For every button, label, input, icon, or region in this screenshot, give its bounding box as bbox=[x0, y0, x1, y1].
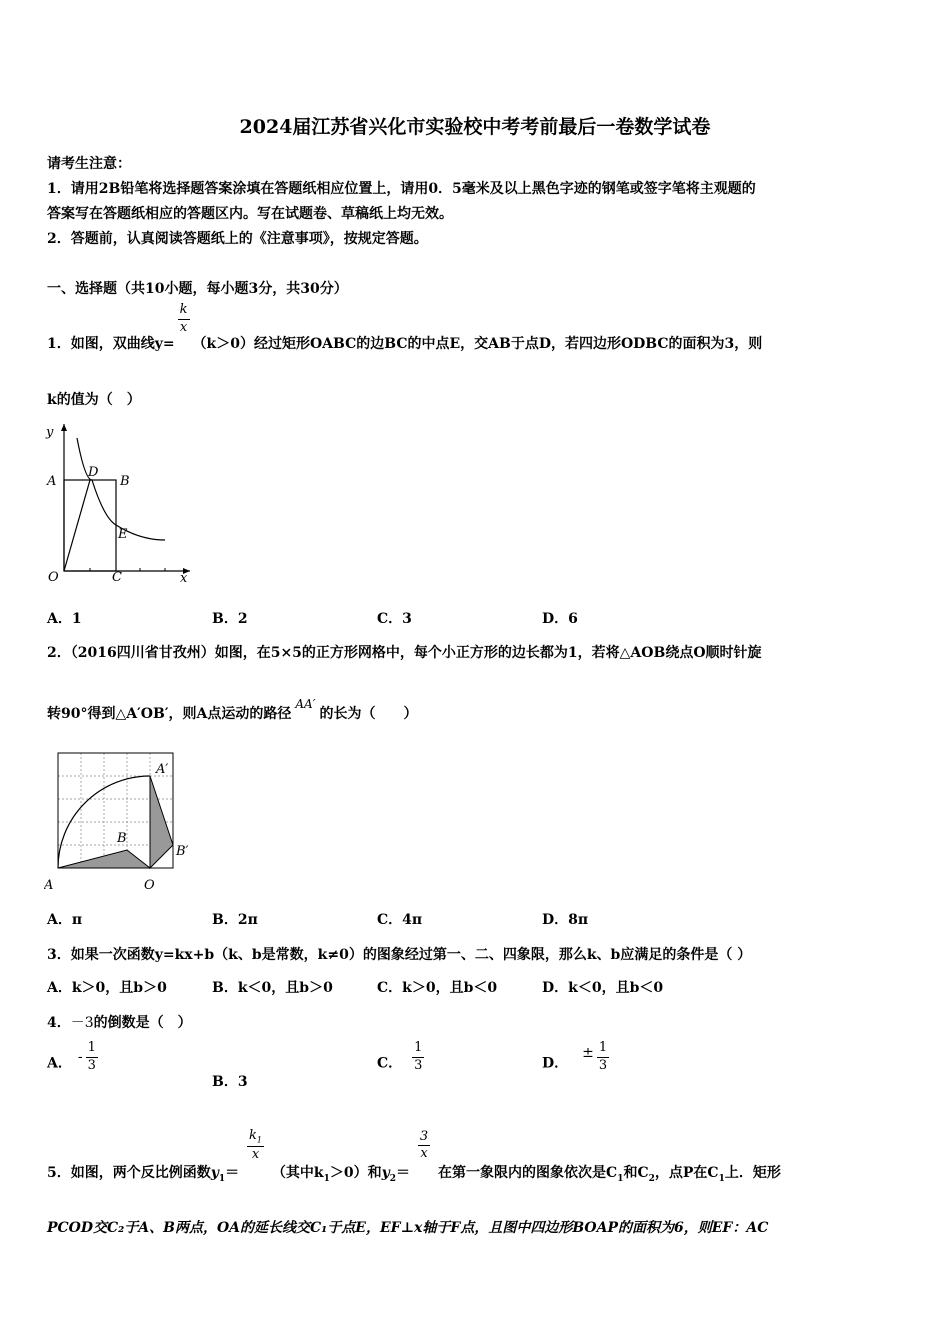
q1-label-x: x bbox=[180, 571, 188, 586]
q2-triangle-a2ob2 bbox=[150, 776, 173, 868]
q4-stem: 4．－3的倒数是（ ） bbox=[47, 1015, 192, 1031]
q3-option-d[interactable]: D．k＜0，且b＜0 bbox=[542, 980, 664, 996]
q1-label-b: B bbox=[120, 474, 130, 489]
q2-figure bbox=[44, 748, 204, 898]
q2-option-b[interactable]: B．2π bbox=[212, 912, 258, 928]
q1-option-c[interactable]: C．3 bbox=[377, 611, 412, 627]
q4-option-b[interactable]: B．3 bbox=[212, 1074, 248, 1090]
q1-option-a[interactable]: A．1 bbox=[47, 611, 82, 627]
q2-triangle-aob bbox=[58, 850, 150, 868]
q1-hyperbola bbox=[77, 438, 165, 540]
q2-label-a-prime: A′ bbox=[156, 762, 169, 777]
notice-line1a: 1．请用2B铅笔将选择题答案涂填在答题纸相应位置上，请用0．5毫米及以上黑色字迹的钢笔或签字笔将主观题的 bbox=[47, 181, 756, 197]
notice-heading: 请考生注意： bbox=[47, 156, 131, 172]
q1-post: （k＞0）经过矩形OABC的边BC的中点E，交AB于点D，若四边形ODBC的面积为3，则 bbox=[192, 336, 763, 353]
q1-y-arrow-icon bbox=[61, 424, 67, 431]
q4-option-c[interactable]: C． $\frac{1}{3}$ bbox=[377, 1040, 423, 1073]
q2-line2 bbox=[47, 697, 418, 723]
q1-pre: 1．如图，双曲线y= bbox=[47, 336, 175, 353]
q1-fraction: $\frac{k}{x}$ bbox=[179, 302, 188, 335]
q1-rectangle bbox=[64, 480, 116, 571]
q1-label-c: C bbox=[112, 570, 122, 585]
q3-stem: 3．如果一次函数y=kx+b（k、b是常数，k≠0）的图象经过第一、二、四象限，那么k、b应满足的条件是（ ） bbox=[47, 947, 752, 963]
q2-line2-post: 的长为（ ） bbox=[319, 706, 418, 722]
q1-option-d[interactable]: D．6 bbox=[542, 611, 578, 627]
q1-label-y: y bbox=[46, 425, 54, 440]
q1-option-b[interactable]: B．2 bbox=[212, 611, 248, 627]
section-heading: 一、选择题（共10小题，每小题3分，共30分） bbox=[47, 281, 348, 297]
q1-label-a: A bbox=[47, 474, 57, 489]
q5-line2: PCOD交C₂于A、B两点，OA的延长线交C₁于点E，EF⊥x轴于F点，且图中四边形BOAP的面积为6，则EF：AC bbox=[47, 1220, 769, 1236]
q2-option-c[interactable]: C．4π bbox=[377, 912, 423, 928]
q1-line2: k的值为（ ） bbox=[47, 392, 141, 408]
q1-label-e: E bbox=[118, 527, 128, 542]
q2-label-o: O bbox=[144, 878, 155, 893]
q3-option-a[interactable]: A．k＞0，且b＞0 bbox=[47, 980, 167, 996]
q2-option-a[interactable]: A．π bbox=[47, 912, 83, 928]
q4-option-d[interactable]: D．± $\frac{1}{3}$ bbox=[542, 1040, 608, 1073]
q5-fraction-k1: $\frac{k_1}{x}$ bbox=[249, 1128, 263, 1162]
q1-label-d: D bbox=[88, 465, 99, 480]
q1-figure bbox=[40, 418, 200, 588]
q3-option-b[interactable]: B．k＜0，且b＞0 bbox=[212, 980, 333, 996]
page-title: 2024届江苏省兴化市实验校中考考前最后一卷数学试卷 bbox=[239, 116, 711, 138]
q2-option-d[interactable]: D．8π bbox=[542, 912, 589, 928]
q3-option-c[interactable]: C．k＞0，且b＜0 bbox=[377, 980, 498, 996]
q4-value: －3 bbox=[70, 1015, 94, 1031]
notice-line1b: 答案写在答题纸相应的答题区内。写在试题卷、草稿纸上均无效。 bbox=[47, 206, 453, 222]
q2-label-b: B bbox=[117, 831, 127, 846]
q2-line1: 2．（2016四川省甘孜州）如图，在5×5的正方形网格中，每个小正方形的边长都为1，若将△AOB绕点O顺时针旋 bbox=[47, 645, 762, 661]
q1-stem bbox=[47, 302, 763, 353]
q1-label-o: O bbox=[48, 570, 59, 585]
q5-line1: 5．如图，两个反比例函数$y_1=$ $\frac{k_1}{x}$ （其中$k_1>0$）和$y_2=$ $\frac{3}{x}$ 在第一象限内的图象依次是$C_1$和$C_2$，点P在$C_1$上．矩形 bbox=[47, 1128, 781, 1184]
q2-arc-label: AA′ bbox=[295, 697, 316, 711]
q2-label-a: A bbox=[44, 878, 54, 893]
q4-option-a[interactable]: A． - $\frac{1}{3}$ bbox=[47, 1040, 96, 1073]
q2-label-b-prime: B′ bbox=[176, 844, 189, 859]
notice-line2: 2．答题前，认真阅读答题纸上的《注意事项》，按规定答题。 bbox=[47, 231, 428, 247]
q1-segment-od bbox=[64, 480, 90, 571]
q2-line2-pre: 转90°得到△A′OB′，则A点运动的路径 bbox=[47, 706, 292, 722]
q5-fraction-3: $\frac{3}{x}$ bbox=[419, 1128, 429, 1162]
